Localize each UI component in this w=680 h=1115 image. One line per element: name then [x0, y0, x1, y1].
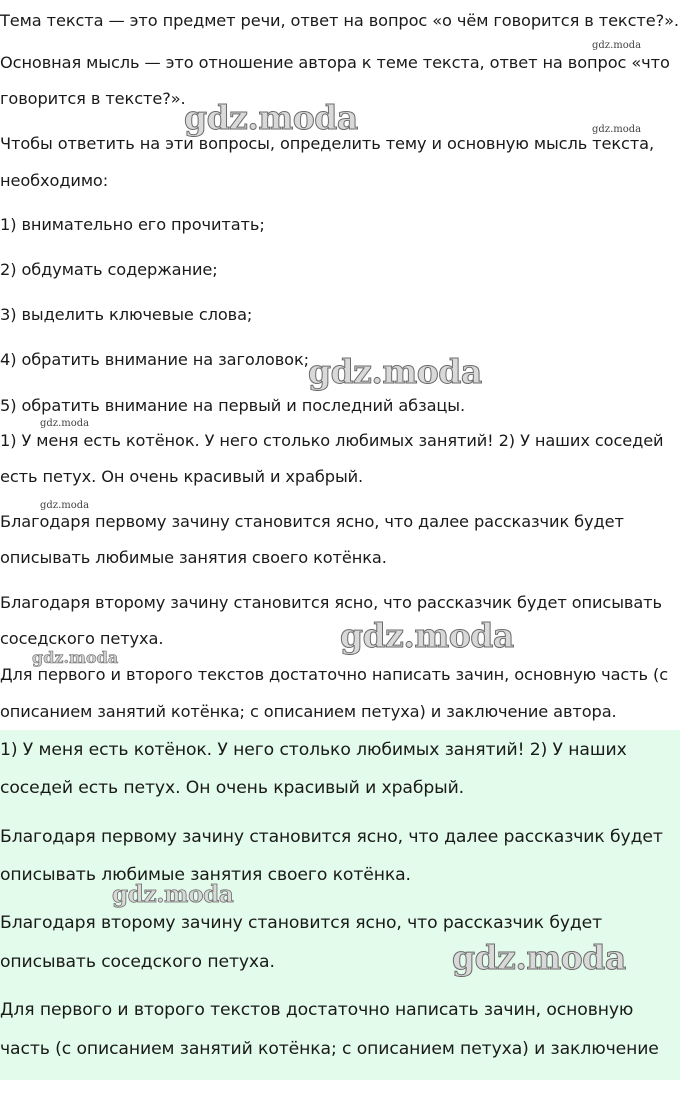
text-line: Для первого и второго текстов достаточно написать зачин, основную	[0, 1000, 634, 1020]
watermark: gdz.moda	[340, 616, 514, 655]
list-item: 3) выделить ключевые слова;	[0, 305, 253, 324]
text-line: Благодаря первому зачину становится ясно, что далее рассказчик будет	[0, 512, 624, 531]
text-line: описывать соседского петуха.	[0, 952, 275, 972]
list-item: 4) обратить внимание на заголовок;	[0, 350, 310, 369]
text-line: говорится в тексте?».	[0, 89, 186, 108]
list-item: 2) обдумать содержание;	[0, 260, 218, 279]
watermark: gdz.moda	[592, 40, 642, 51]
watermark: gdz.moda	[40, 500, 90, 511]
list-item: 1) внимательно его прочитать;	[0, 215, 265, 234]
text-line: 1) У меня есть котёнок. У него столько любимых занятий! 2) У наших соседей	[0, 431, 664, 450]
text-line: Чтобы ответить на эти вопросы, определить тему и основную мысль текста,	[0, 134, 655, 153]
text-line: необходимо:	[0, 171, 109, 190]
watermark: gdz.moda	[112, 881, 234, 908]
watermark: gdz.moda	[40, 418, 90, 429]
text-line: Благодаря первому зачину становится ясно, что далее рассказчик будет	[0, 827, 663, 847]
text-line: 1) У меня есть котёнок. У него столько любимых занятий! 2) У наших	[0, 740, 627, 760]
text-line: описывать любимые занятия своего котёнка.	[0, 548, 387, 567]
watermark: gdz.moda	[184, 98, 358, 137]
text-line: описанием занятий котёнка; с описанием петуха) и заключение автора.	[0, 702, 617, 721]
text-line: описывать любимые занятия своего котёнка.	[0, 865, 411, 885]
text-line: Благодаря второму зачину становится ясно, что рассказчик будет	[0, 913, 603, 933]
text-line: Тема текста — это предмет речи, ответ на вопрос «о чём говорится в тексте?».	[0, 11, 679, 30]
watermark: gdz.moda	[592, 124, 642, 135]
text-line: Для первого и второго текстов достаточно написать зачин, основную часть (с	[0, 665, 669, 684]
text-line: Благодаря второму зачину становится ясно, что рассказчик будет описывать	[0, 593, 662, 612]
watermark: gdz.moda	[452, 938, 626, 977]
watermark: gdz.moda	[308, 352, 482, 391]
watermark: gdz.moda	[32, 648, 119, 667]
text-line: есть петух. Он очень красивый и храбрый.	[0, 467, 364, 486]
list-item: 5) обратить внимание на первый и последний абзацы.	[0, 396, 466, 415]
text-line: Основная мысль — это отношение автора к теме текста, ответ на вопрос «что	[0, 53, 670, 72]
text-line: соседского петуха.	[0, 629, 164, 648]
highlighted-answer-section	[0, 730, 680, 1080]
text-line: соседей есть петух. Он очень красивый и храбрый.	[0, 778, 465, 798]
text-line: часть (с описанием занятий котёнка; с описанием петуха) и заключение	[0, 1039, 659, 1059]
